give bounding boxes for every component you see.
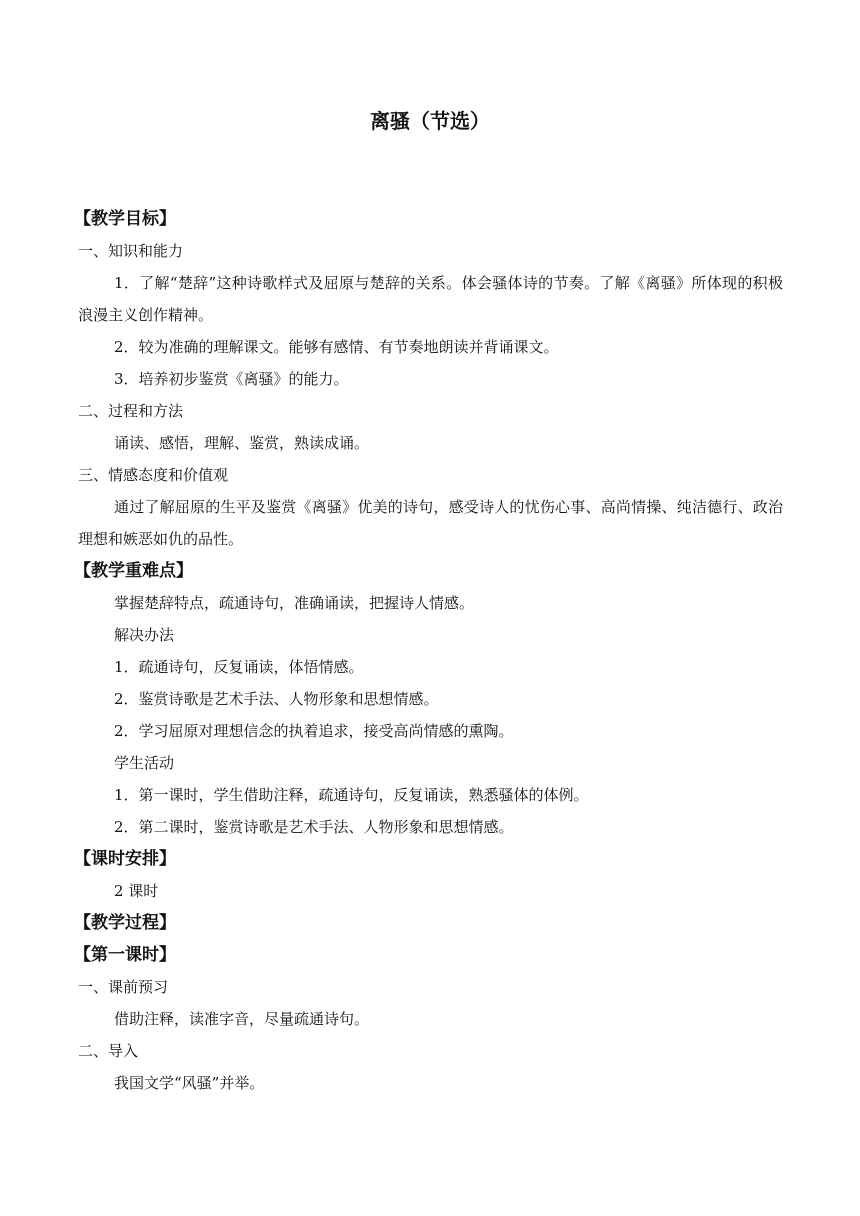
objectives-subheading-knowledge: 一、知识和能力 <box>78 242 184 260</box>
solution-item-1: 1．疏通诗句，反复诵读，体悟情感。 <box>114 658 364 676</box>
objectives-item-2: 2．较为准确的理解课文。能够有感情、有节奏地朗读并背诵课文。 <box>114 338 559 356</box>
objectives-emotion-text: 通过了解屈原的生平及鉴赏《离骚》优美的诗句，感受诗人的忧伤心事、高尚情操、纯洁德行、政治理想和嫉恶如仇的品性。 <box>78 498 783 548</box>
teaching-process-heading: 【教学过程】 <box>74 913 176 933</box>
key-points-heading: 【教学重难点】 <box>74 561 193 581</box>
objectives-item-3: 3．培养初步鉴赏《离骚》的能力。 <box>114 370 349 388</box>
document-body <box>74 203 783 1099</box>
key-points-summary: 掌握楚辞特点，疏通诗句，准确诵读，把握诗人情感。 <box>114 594 475 612</box>
activity-item-1: 1．第一课时，学生借助注释，疏通诗句，反复诵读，熟悉骚体的体例。 <box>114 786 589 804</box>
objectives-process-text: 诵读、感悟，理解、鉴赏，熟读成诵。 <box>114 434 370 452</box>
objectives-heading: 【教学目标】 <box>74 209 176 229</box>
page-title: 离骚（节选） <box>370 109 490 133</box>
step-intro-text: 我国文学“风骚”并举。 <box>114 1074 265 1092</box>
step-preview-text: 借助注释，读准字音，尽量疏通诗句。 <box>114 1010 370 1028</box>
step-intro-heading: 二、导入 <box>78 1042 139 1060</box>
objectives-subheading-emotion: 三、情感态度和价值观 <box>78 466 229 484</box>
objectives-item-1: 1．了解“楚辞”这种诗歌样式及屈原与楚辞的关系。体会骚体诗的节奏。了解《离骚》所体现的积极浪漫主义创作精神。 <box>78 274 783 324</box>
step-preview-heading: 一、课前预习 <box>78 978 169 996</box>
solution-item-3: 2．学习屈原对理想信念的执着追求，接受高尚情感的熏陶。 <box>114 722 514 740</box>
solution-label: 解决办法 <box>114 626 175 644</box>
objectives-subheading-process: 二、过程和方法 <box>78 402 184 420</box>
schedule-value: 2 课时 <box>114 882 159 900</box>
solution-item-2: 2．鉴赏诗歌是艺术手法、人物形象和思想情感。 <box>114 690 439 708</box>
lesson-one-heading: 【第一课时】 <box>74 945 176 965</box>
activity-label: 学生活动 <box>114 754 175 772</box>
activity-item-2: 2．第二课时，鉴赏诗歌是艺术手法、人物形象和思想情感。 <box>114 818 514 836</box>
schedule-heading: 【课时安排】 <box>74 849 176 869</box>
